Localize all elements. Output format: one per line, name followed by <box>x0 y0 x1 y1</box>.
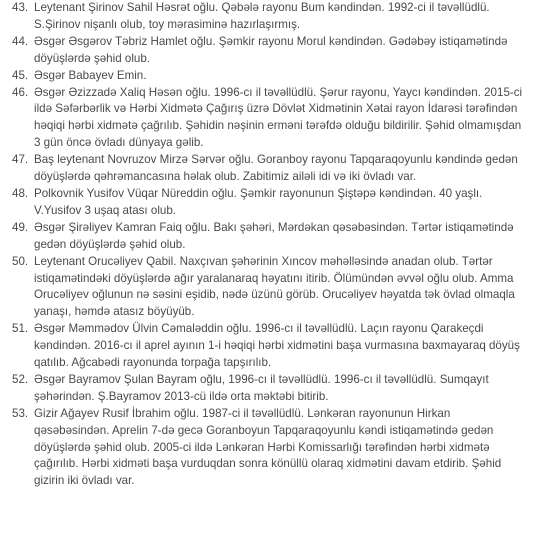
item-text-line: Əsgər Babayev Emin. <box>34 68 147 82</box>
item-text-line: gizirin iki övladı var. <box>34 474 135 488</box>
item-text <box>34 372 545 406</box>
item-number: 50. <box>12 254 29 268</box>
item-text-line: döyüşlərdə şəhid olub. 2005-ci ildə Lənkəran Hərbi Komissarlığı tərəfindən hərbi xidmətə <box>34 440 490 454</box>
item-text-line: kəndindən. 2016-cı il aprel ayının 1-i həqiqi hərbi xidmətini başa vurmasına baxmayaraq döyüş <box>34 339 520 353</box>
item-text-line: gedən döyüşlərdə şəhid olub. <box>34 237 186 251</box>
item-text-line: istiqamətindəki döyüşlərdə ağır yaralanaraq həyatını itirib. Ölümündən əvvəl oğlu olub. Amma <box>34 271 514 285</box>
item-text-line: S.Şirinov nişanlı olub, toy mərasiminə hazırlaşırmış. <box>34 17 301 31</box>
list-item <box>12 321 545 372</box>
list-item <box>12 68 545 85</box>
item-text-line: Baş leytenant Novruzov Mirzə Sərvər oğlu. Goranboy rayonu Tapqaraqoyunlu kəndində gedən <box>34 153 518 167</box>
list-item <box>12 186 545 220</box>
list-item <box>12 220 545 254</box>
item-text-line: həqiqi hərbi xidmətə çağrılıb. Şəhidin nəşinin erməni tərəfdə olduğu bildirilir. Şəhid olmamışdan <box>34 119 522 133</box>
list-item <box>12 152 545 186</box>
item-text-line: Əsgər Əsgərov Təbriz Hamlet oğlu. Şəmkir rayonu Morul kəndindən. Gədəbəy istiqamətində <box>34 34 508 48</box>
item-text-line: qatılıb. Ağcabədi rayonunda torpağa tapşırılıb. <box>34 356 272 370</box>
list-item <box>12 34 545 68</box>
list-item <box>12 85 545 153</box>
item-text-line: Polkovnik Yusifov Vüqar Nüreddin oğlu. Şəmkir rayonunun Şiştəpə kəndindən. 40 yaşlı. <box>34 186 483 200</box>
item-text-line: döyüşlərdə şəhid olub. <box>34 51 151 65</box>
item-text-line: şəhərindən. Ş.Bayramov 2013-cü ildə orta məktəbi bitirib. <box>34 389 329 403</box>
item-text-line: yanaşı, həmdə atasız böyüyüb. <box>34 305 195 319</box>
item-text-line: Əsgər Məmmədov Ülvin Cəmaləddin oğlu. 1996-cı il təvəllüdlü. Laçın rayonu Qarakeçdi <box>34 322 484 336</box>
item-text-line: qəsəbəsindən. Aprelin 7-də gecə Goranboyun Tapqaraqoyunlu kəndi istiqamətində gedən <box>34 423 494 437</box>
item-text <box>34 34 545 68</box>
list-item <box>12 0 545 34</box>
item-text-line: Gizir Ağayev Rusif İbrahim oğlu. 1987-ci il təvəllüdlü. Lənkəran rayonunun Hirkan <box>34 406 451 420</box>
item-text-line: çağırılıb. Hərbi xidməti başa vurduqdan sonra könüllü olaraq xidmətini davam etdirib. Şəhid <box>34 457 502 471</box>
item-text-line: V.Yusifov 3 uşaq atası olub. <box>34 203 177 217</box>
item-text <box>34 406 545 491</box>
item-number: 48. <box>12 186 29 200</box>
item-text-line: döyüşlərdə qəhrəmancasına həlak olub. Zabitimiz ailəli idi və iki övladı var. <box>34 170 417 184</box>
item-text <box>34 68 545 85</box>
item-text-line: Əsgər Bayramov Şulan Bayram oğlu, 1996-cı il təvəllüdlü. 1996-cı il təvəllüdlü. Sumqayıt <box>34 372 489 386</box>
item-text <box>34 186 545 220</box>
item-text <box>34 220 545 254</box>
item-text <box>34 152 545 186</box>
item-text <box>34 321 545 372</box>
item-text-line: Leytenant Şirinov Sahil Həsrət oğlu. Qəbələ rayonu Bum kəndindən. 1992-ci il təvəllüdlü. <box>34 1 490 14</box>
list-item <box>12 372 545 406</box>
item-number: 49. <box>12 220 29 234</box>
item-number: 46. <box>12 85 29 99</box>
item-text <box>34 85 545 153</box>
list-item <box>12 406 545 491</box>
item-text <box>34 0 545 34</box>
item-number: 47. <box>12 153 29 167</box>
list-item <box>12 254 545 322</box>
item-text-line: Əsgər Şirəliyev Kamran Faiq oğlu. Bakı şəhəri, Mərdəkan qəsəbəsindən. Tərtər istiqamətində <box>34 220 514 234</box>
item-number: 51. <box>12 322 29 336</box>
item-text-line: Leytenant Orucəliyev Qabil. Naxçıvan şəhərinin Xıncov məhəlləsində anadan olub. Tərtər <box>34 254 493 268</box>
item-number: 53. <box>12 406 29 420</box>
item-number: 52. <box>12 372 29 386</box>
item-text-line: Orucəliyev oğlunun nə səsini eşidib, nədə üzünü görüb. Orucəliyev həyatda tək övlad olmaqla <box>34 288 515 302</box>
item-text-line: Əsgər Əzizzadə Xaliq Həsən oğlu. 1996-cı il təvəllüdlü. Şərur rayonu, Yaycı kəndindən. 2015-ci <box>34 85 523 99</box>
item-number: 45. <box>12 68 29 82</box>
item-text-line: 3 gün öncə övladı dünyaya gəlib. <box>34 136 204 150</box>
item-text <box>34 254 545 322</box>
item-text-line: ildə Səfərbərlik və Hərbi Xidmətə Çağırış üzrə Dövlət Xidmətinin Xətai rayon İdarəsi tərəfindən <box>34 102 518 116</box>
item-number: 44. <box>12 34 29 48</box>
item-number: 43. <box>12 1 29 14</box>
